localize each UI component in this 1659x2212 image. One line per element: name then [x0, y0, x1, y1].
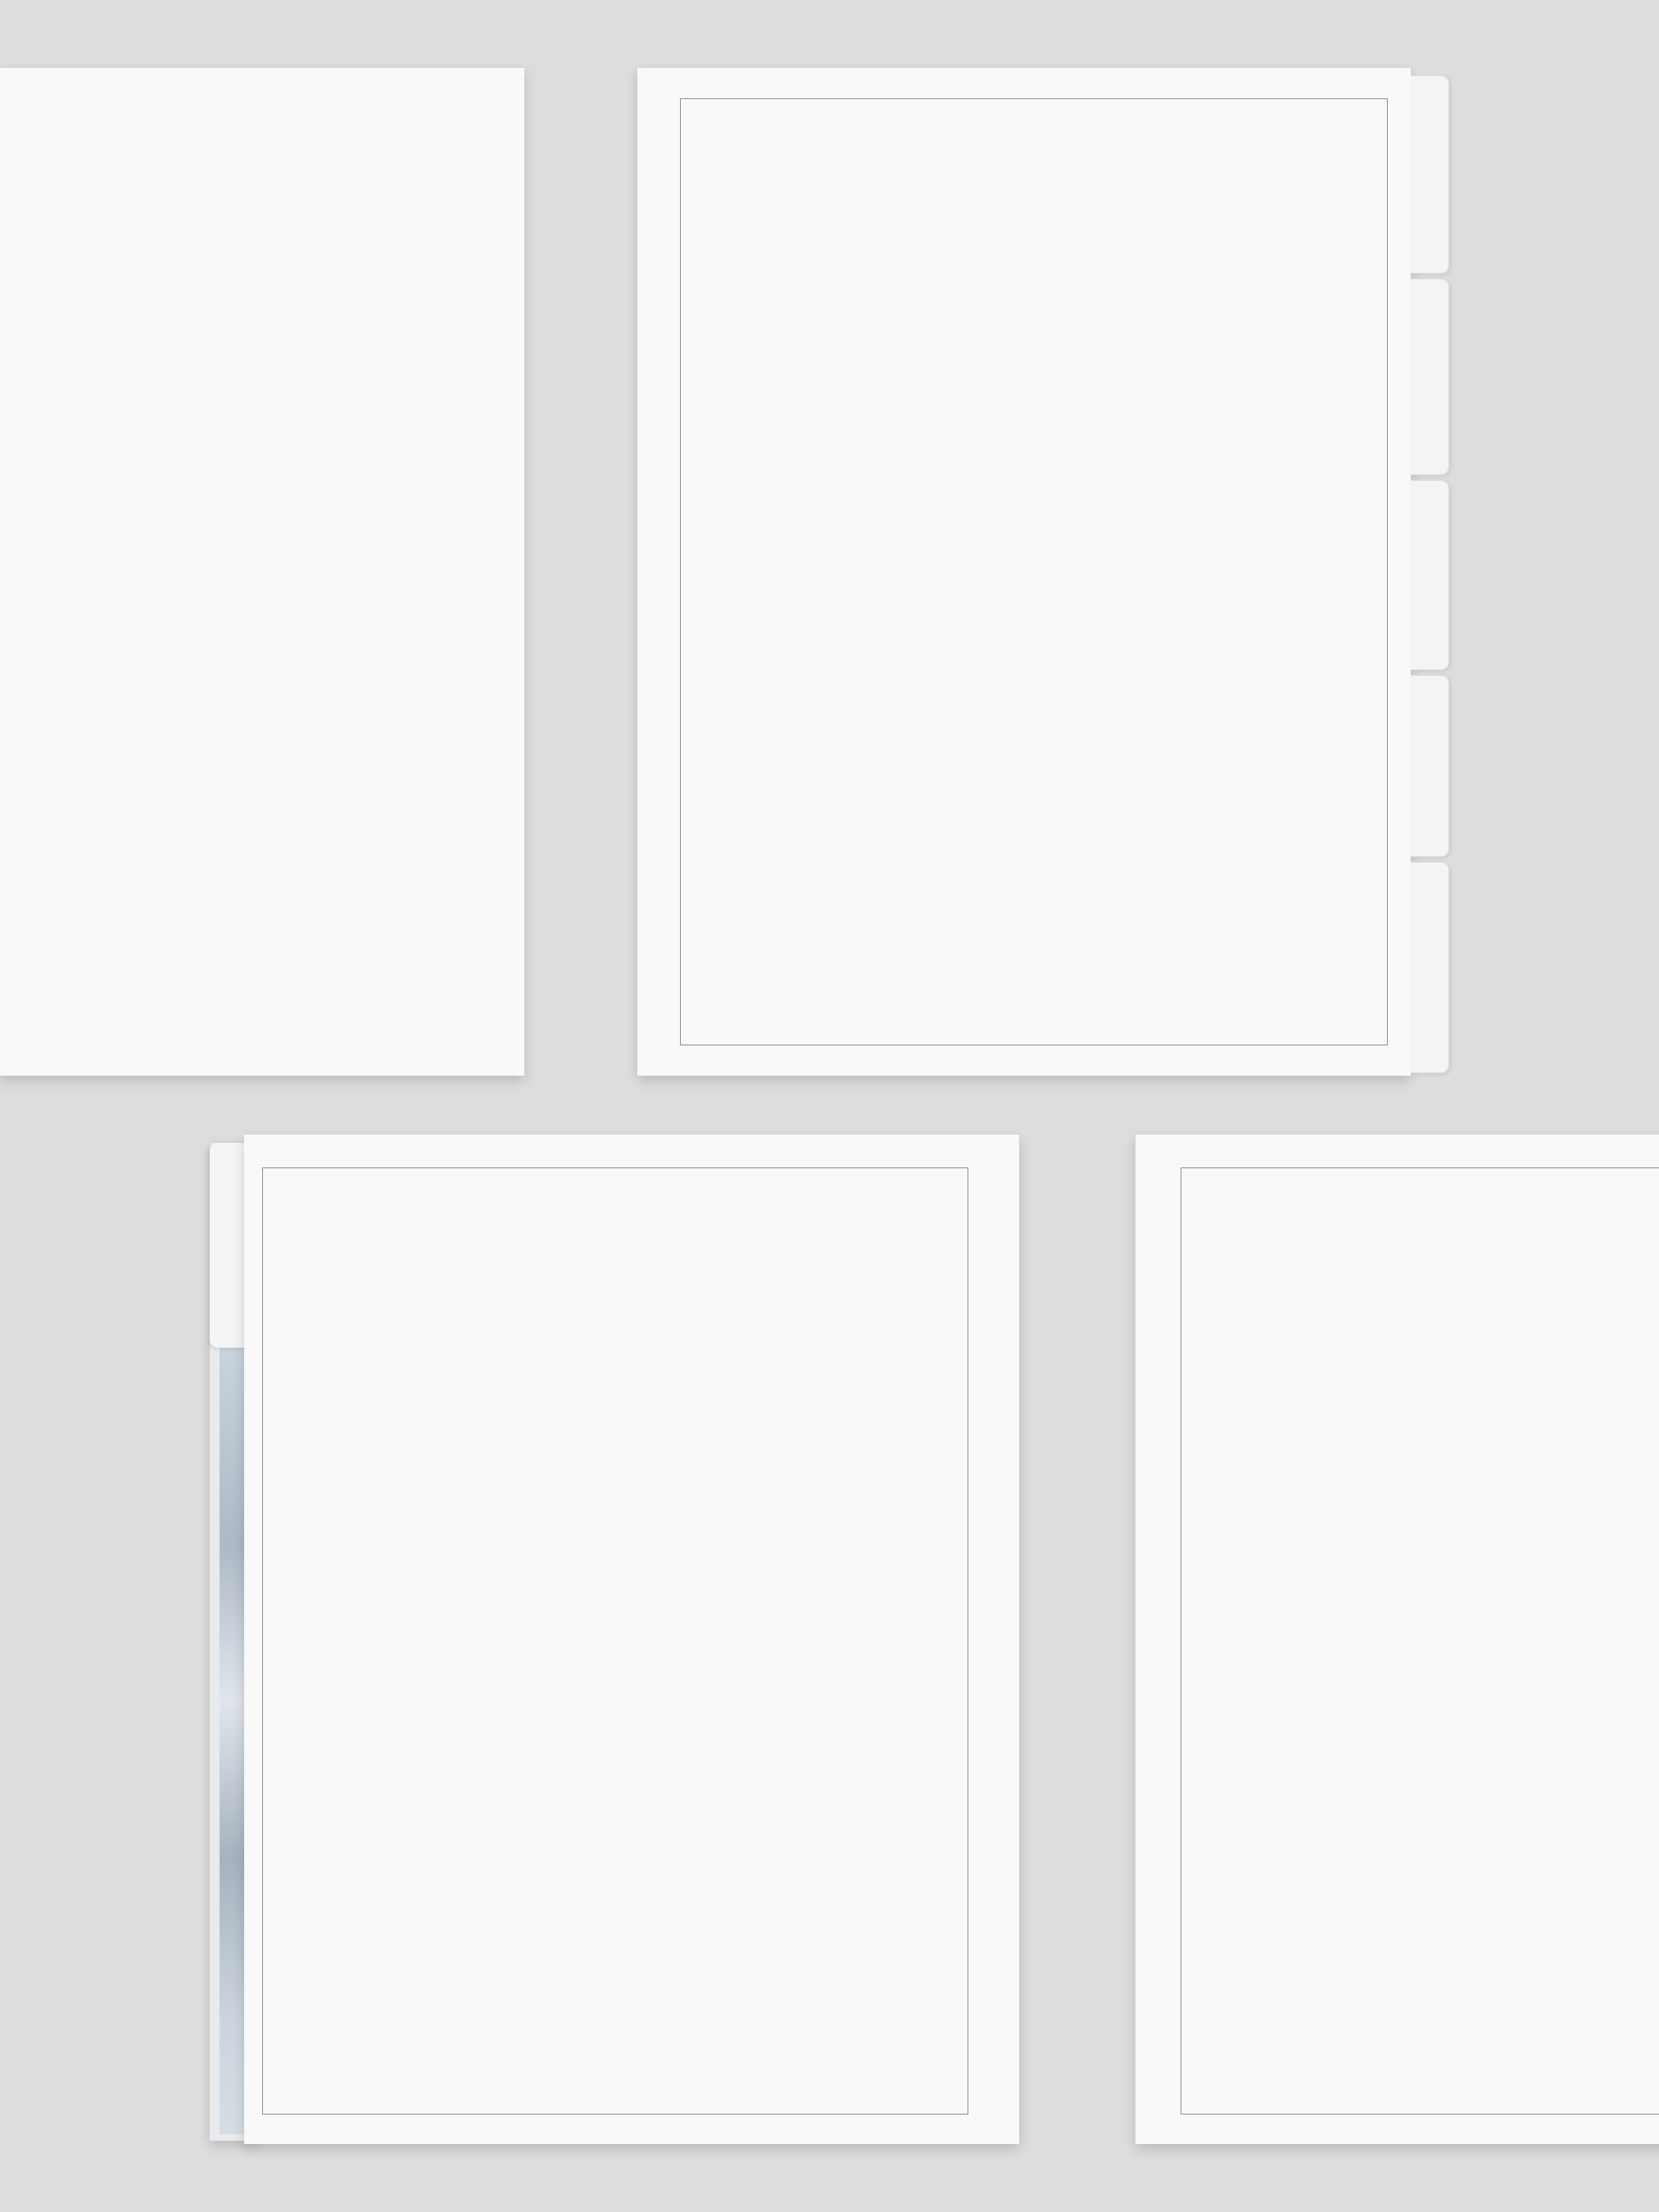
- top-page-frame: [680, 98, 1388, 1045]
- tab-location[interactable]: [1411, 675, 1449, 857]
- tab-budget[interactable]: [1411, 480, 1449, 670]
- tab-schedule[interactable]: [1411, 279, 1449, 475]
- bottom-left-frame: [262, 1167, 968, 2115]
- bottom-spiral-binding: [993, 1124, 1154, 2158]
- bottom-cover-floral-edge: [220, 1348, 246, 2134]
- tab-wedding-party[interactable]: [1411, 862, 1449, 1073]
- tab-guest-list[interactable]: [1411, 75, 1449, 274]
- top-spiral-binding: [493, 56, 649, 1088]
- top-left-blank-page: [0, 68, 524, 1076]
- bottom-right-frame: [1181, 1167, 1659, 2115]
